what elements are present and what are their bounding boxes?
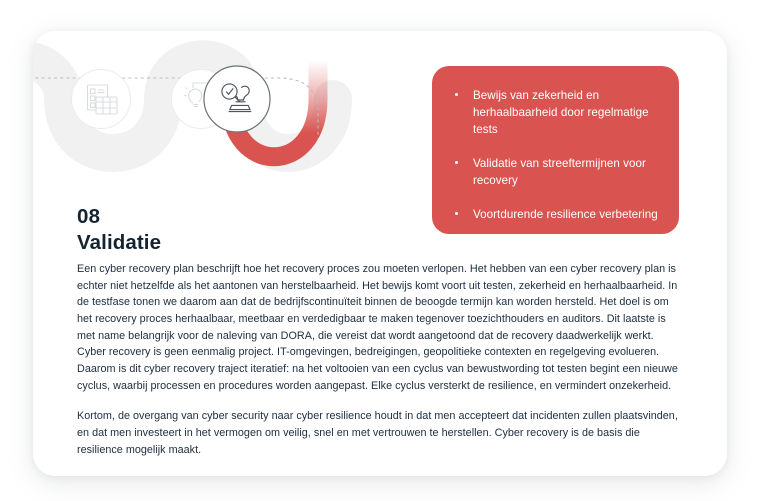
step-validatie-node[interactable]	[204, 66, 270, 132]
body-copy	[77, 261, 685, 458]
active-step-arc	[230, 61, 318, 157]
paragraph: Kortom, de overgang van cyber security naar cyber resilience houdt in dat men accepteert dat incidenten zullen plaatsvinden, en dat men investeert in het vermogen om veilig, snel en met vertrouwen te herstellen. Cyber recovery is de basis die resilience mogelijk maakt.	[77, 410, 678, 456]
dashed-connector-path	[33, 78, 318, 139]
paragraph: Cyber recovery is geen eenmalig project. IT-omgevingen, bedreigingen, geopolitieke contexten en regelgeving evolueren. Daarom is dit cyber recovery traject iteratief: na het voltooien van een cyclus van bewustwording tot testen begint een nieuwe cyclus, waarbij processen en procedures worden aangepast. Elke cyclus versterkt de resilience, en vermindert onzekerheid.	[77, 346, 678, 392]
page-title-block	[77, 204, 477, 256]
list-item	[446, 87, 663, 138]
step-documenten-node[interactable]	[72, 70, 131, 129]
list-item	[446, 155, 663, 189]
magnifier-check-stamp-icon	[222, 84, 251, 112]
step-ontwerp-node[interactable]	[172, 70, 231, 129]
slide-card	[33, 31, 727, 476]
lightbulb-gear-icon	[184, 83, 218, 110]
document-table-icon	[88, 85, 118, 114]
paragraph: Een cyber recovery plan beschrijft hoe het recovery proces zou moeten verlopen. Het hebben van een cyber recovery plan is echter niet hetzelfde als het aantonen van herstelbaarheid. Het bewijs komt voort uit testen, zekerheid en herhaalbaarheid. In de testfase tonen we daarom aan dat de bedrijfscontinuïteit binnen de beoogde termijn kan worden hersteld. Het doel is om het recovery proces herhaalbaar, meetbaar en verdedigbaar te maken tegenover toezichthouders en auditors. Dit laatste is met name belangrijk voor de naleving van DORA, die vereist dat wordt aangetoond dat de recovery daadwerkelijk werkt.	[77, 263, 678, 342]
list-item-text: Validatie van streeftermijnen voor recovery	[473, 157, 646, 188]
bullet-icon	[455, 93, 458, 96]
key-points-list	[446, 87, 663, 223]
list-item-text: Voortdurende resilience verbetering	[473, 208, 658, 222]
page-title: Validatie	[77, 231, 162, 255]
step-number: 08	[77, 205, 101, 228]
list-item	[446, 206, 663, 223]
wave-band	[33, 59, 333, 153]
list-item-text: Bewijs van zekerheid en herhaalbaarheid door regelmatige tests	[473, 89, 649, 137]
bullet-icon	[455, 161, 458, 164]
